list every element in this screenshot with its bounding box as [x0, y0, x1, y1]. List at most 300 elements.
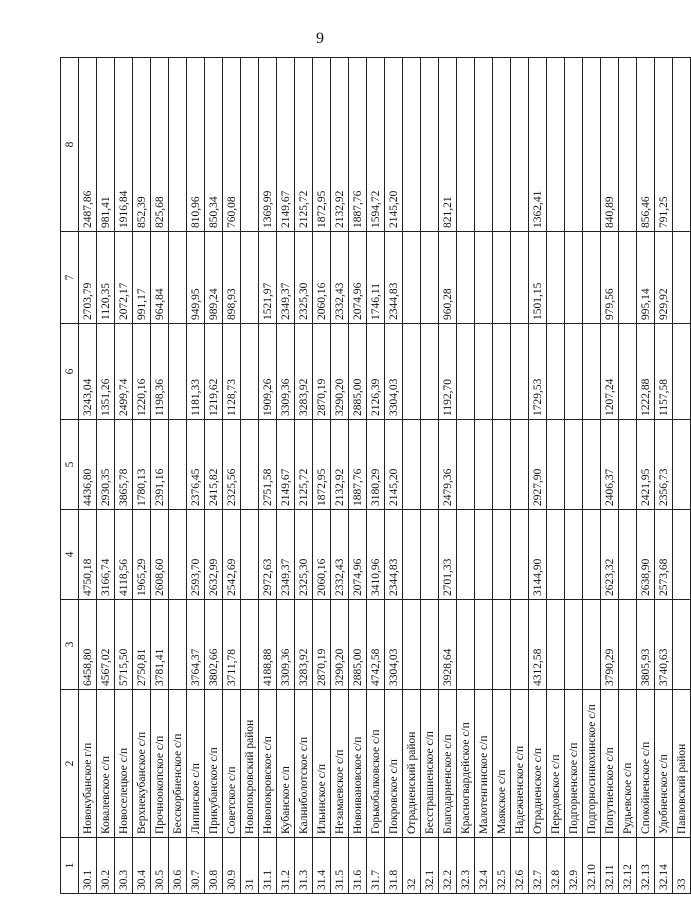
value-cell: 2074,96	[349, 510, 367, 600]
value-cell: 3309,36	[277, 324, 295, 420]
value-cell: 2344,83	[385, 232, 403, 324]
value-cell	[457, 232, 475, 324]
value-cell	[421, 420, 439, 510]
value-cell: 2421,95	[637, 420, 655, 510]
value-cell	[583, 58, 601, 232]
row-number-cell: 30.7	[187, 838, 205, 894]
settlement-name-cell: Удобненское с/п	[655, 690, 673, 838]
value-cell: 2149,67	[277, 58, 295, 232]
table-row	[601, 58, 619, 894]
value-cell: 1219,62	[205, 324, 223, 420]
value-cell	[457, 324, 475, 420]
row-number-cell: 31.7	[367, 838, 385, 894]
value-cell: 2125,72	[295, 58, 313, 232]
header-cell: 6	[61, 324, 79, 420]
value-cell	[619, 324, 637, 420]
table-row	[529, 58, 547, 894]
value-cell: 825,68	[151, 58, 169, 232]
value-cell	[169, 600, 187, 690]
value-cell	[241, 58, 259, 232]
value-cell: 979,56	[601, 232, 619, 324]
value-cell	[583, 232, 601, 324]
table-row	[547, 58, 565, 894]
value-cell	[493, 600, 511, 690]
row-number-cell: 31.4	[313, 838, 331, 894]
value-cell: 791,25	[655, 58, 673, 232]
value-cell	[673, 510, 691, 600]
value-cell: 3781,41	[151, 600, 169, 690]
value-cell: 3764,37	[187, 600, 205, 690]
settlement-name-cell: Красногвардейское с/п	[457, 690, 475, 838]
value-cell	[493, 324, 511, 420]
value-cell	[493, 510, 511, 600]
value-cell	[583, 324, 601, 420]
value-cell: 2074,96	[349, 232, 367, 324]
value-cell: 2623,32	[601, 510, 619, 600]
value-cell	[403, 58, 421, 232]
value-cell	[475, 232, 493, 324]
value-cell: 2701,33	[439, 510, 457, 600]
value-cell: 2638,90	[637, 510, 655, 600]
table-row	[421, 58, 439, 894]
value-cell: 1746,11	[367, 232, 385, 324]
value-cell: 760,08	[223, 58, 241, 232]
value-cell: 2632,99	[205, 510, 223, 600]
table-row	[439, 58, 457, 894]
value-cell: 2930,35	[97, 420, 115, 510]
value-cell: 1872,95	[313, 58, 331, 232]
settlement-name-cell: Прочноокопское с/п	[151, 690, 169, 838]
table-row	[673, 58, 691, 894]
header-cell: 2	[61, 690, 79, 838]
value-cell: 3865,78	[115, 420, 133, 510]
row-number-cell: 31.8	[385, 838, 403, 894]
value-cell	[565, 58, 583, 232]
row-number-cell: 30.2	[97, 838, 115, 894]
row-number-cell: 31.5	[331, 838, 349, 894]
settlement-name-cell: Ковалевское с/п	[97, 690, 115, 838]
value-cell: 2573,68	[655, 510, 673, 600]
value-cell: 2376,45	[187, 420, 205, 510]
value-cell: 5715,50	[115, 600, 133, 690]
value-cell	[565, 600, 583, 690]
row-number-cell: 32.2	[439, 838, 457, 894]
row-number-cell: 32.14	[655, 838, 673, 894]
value-cell	[169, 510, 187, 600]
value-cell: 4750,18	[79, 510, 97, 600]
value-cell: 1887,76	[349, 58, 367, 232]
settlement-name-cell: Павловский район	[673, 690, 691, 838]
value-cell	[511, 420, 529, 510]
value-cell	[475, 510, 493, 600]
value-cell	[457, 58, 475, 232]
value-cell: 2406,37	[601, 420, 619, 510]
table-row	[457, 58, 475, 894]
value-cell: 1887,76	[349, 420, 367, 510]
settlement-name-cell: Бесскорбненское с/п	[169, 690, 187, 838]
value-cell: 1916,84	[115, 58, 133, 232]
value-cell: 4436,80	[79, 420, 97, 510]
value-cell	[583, 600, 601, 690]
row-number-cell: 32.9	[565, 838, 583, 894]
value-cell	[493, 232, 511, 324]
table-row	[493, 58, 511, 894]
settlement-name-cell: Новопокровский район	[241, 690, 259, 838]
value-cell: 4188,88	[259, 600, 277, 690]
settlement-name-cell: Кубанское с/п	[277, 690, 295, 838]
row-number-cell: 32.4	[475, 838, 493, 894]
value-cell: 1192,70	[439, 324, 457, 420]
value-cell	[619, 600, 637, 690]
value-cell: 3928,64	[439, 600, 457, 690]
value-cell: 2332,43	[331, 232, 349, 324]
value-cell: 4118,56	[115, 510, 133, 600]
value-cell: 964,84	[151, 232, 169, 324]
page-number: 9	[316, 30, 324, 47]
table-row	[367, 58, 385, 894]
value-cell	[169, 324, 187, 420]
value-cell	[241, 510, 259, 600]
settlement-name-cell: Советское с/п	[223, 690, 241, 838]
value-cell: 898,93	[223, 232, 241, 324]
row-number-cell: 30.5	[151, 838, 169, 894]
table-row	[259, 58, 277, 894]
row-number-cell: 31.3	[295, 838, 313, 894]
table-row	[169, 58, 187, 894]
value-cell	[493, 420, 511, 510]
value-cell	[475, 58, 493, 232]
value-cell: 1220,16	[133, 324, 151, 420]
value-cell: 981,41	[97, 58, 115, 232]
value-cell: 2703,79	[79, 232, 97, 324]
value-cell: 3283,92	[295, 324, 313, 420]
settlement-name-cell: Новопокровское с/п	[259, 690, 277, 838]
row-number-cell: 32.7	[529, 838, 547, 894]
value-cell: 2349,37	[277, 510, 295, 600]
row-number-cell: 32.3	[457, 838, 475, 894]
value-cell: 3290,20	[331, 600, 349, 690]
value-cell	[619, 232, 637, 324]
value-cell	[403, 600, 421, 690]
row-number-cell: 32.13	[637, 838, 655, 894]
value-cell: 989,24	[205, 232, 223, 324]
row-number-cell: 31.2	[277, 838, 295, 894]
value-cell: 2972,63	[259, 510, 277, 600]
header-cell: 1	[61, 838, 79, 894]
value-cell	[547, 324, 565, 420]
value-cell	[241, 232, 259, 324]
row-number-cell: 30.8	[205, 838, 223, 894]
value-cell: 2126,39	[367, 324, 385, 420]
settlement-name-cell: Отрадненское с/п	[529, 690, 547, 838]
row-number-cell: 32.11	[601, 838, 619, 894]
table-row	[619, 58, 637, 894]
row-number-cell: 32	[403, 838, 421, 894]
row-number-cell: 30.6	[169, 838, 187, 894]
table-row	[565, 58, 583, 894]
value-cell: 1369,99	[259, 58, 277, 232]
value-cell: 2344,83	[385, 510, 403, 600]
value-cell	[403, 420, 421, 510]
table-row	[511, 58, 529, 894]
value-cell	[403, 324, 421, 420]
settlement-name-cell: Спокойненское с/п	[637, 690, 655, 838]
value-cell: 3740,63	[655, 600, 673, 690]
table-row	[475, 58, 493, 894]
value-cell: 3410,96	[367, 510, 385, 600]
value-cell	[403, 510, 421, 600]
value-cell: 3283,92	[295, 600, 313, 690]
value-cell: 2415,82	[205, 420, 223, 510]
value-cell: 1872,95	[313, 420, 331, 510]
table-row	[583, 58, 601, 894]
value-cell	[421, 58, 439, 232]
value-cell: 2145,20	[385, 58, 403, 232]
header-cell: 7	[61, 232, 79, 324]
value-cell	[673, 324, 691, 420]
value-cell: 2325,56	[223, 420, 241, 510]
value-cell: 2479,36	[439, 420, 457, 510]
table-row	[187, 58, 205, 894]
value-cell: 1362,41	[529, 58, 547, 232]
value-cell: 2132,92	[331, 58, 349, 232]
value-cell	[619, 510, 637, 600]
row-number-cell: 32.10	[583, 838, 601, 894]
value-cell: 2885,00	[349, 324, 367, 420]
value-cell	[475, 600, 493, 690]
value-cell	[511, 600, 529, 690]
settlement-name-cell: Рудьевское с/п	[619, 690, 637, 838]
value-cell	[673, 232, 691, 324]
value-cell: 2542,69	[223, 510, 241, 600]
row-number-cell: 30.3	[115, 838, 133, 894]
row-number-cell: 32.1	[421, 838, 439, 894]
row-number-cell: 31.1	[259, 838, 277, 894]
table-row	[97, 58, 115, 894]
value-cell	[547, 510, 565, 600]
value-cell	[421, 324, 439, 420]
table-row	[385, 58, 403, 894]
value-cell: 2072,17	[115, 232, 133, 324]
value-cell: 2349,37	[277, 232, 295, 324]
table-row	[223, 58, 241, 894]
table-row	[133, 58, 151, 894]
value-cell: 1351,26	[97, 324, 115, 420]
table-row	[79, 58, 97, 894]
value-cell: 4567,02	[97, 600, 115, 690]
value-cell: 929,92	[655, 232, 673, 324]
table-row	[331, 58, 349, 894]
value-cell: 6458,80	[79, 600, 97, 690]
value-cell: 3290,20	[331, 324, 349, 420]
data-table	[60, 57, 691, 894]
value-cell: 2927,90	[529, 420, 547, 510]
row-number-cell: 30.4	[133, 838, 151, 894]
value-cell: 4742,58	[367, 600, 385, 690]
value-cell: 2593,70	[187, 510, 205, 600]
value-cell: 2325,30	[295, 510, 313, 600]
value-cell	[421, 232, 439, 324]
value-cell: 2608,60	[151, 510, 169, 600]
settlement-name-cell: Передовское с/п	[547, 690, 565, 838]
value-cell	[583, 510, 601, 600]
value-cell	[511, 232, 529, 324]
value-cell: 3180,29	[367, 420, 385, 510]
value-cell	[619, 58, 637, 232]
value-cell	[547, 232, 565, 324]
value-cell	[565, 232, 583, 324]
row-number-cell: 31.6	[349, 838, 367, 894]
row-number-cell: 31	[241, 838, 259, 894]
table-row	[313, 58, 331, 894]
settlement-name-cell: Бесстрашненское с/п	[421, 690, 439, 838]
table-row	[403, 58, 421, 894]
value-cell: 2870,19	[313, 600, 331, 690]
table-row	[277, 58, 295, 894]
value-cell	[511, 510, 529, 600]
value-cell	[493, 58, 511, 232]
value-cell: 960,28	[439, 232, 457, 324]
value-cell	[511, 324, 529, 420]
value-cell: 821,21	[439, 58, 457, 232]
settlement-name-cell: Новокубанское г/п	[79, 690, 97, 838]
table-row	[205, 58, 223, 894]
value-cell: 3309,36	[277, 600, 295, 690]
value-cell: 4312,58	[529, 600, 547, 690]
value-cell: 840,89	[601, 58, 619, 232]
value-cell	[475, 420, 493, 510]
value-cell: 2751,58	[259, 420, 277, 510]
value-cell	[457, 510, 475, 600]
value-cell: 2870,19	[313, 324, 331, 420]
value-cell: 3166,74	[97, 510, 115, 600]
value-cell: 1909,26	[259, 324, 277, 420]
value-cell	[169, 420, 187, 510]
settlement-name-cell: Малотенгинское с/п	[475, 690, 493, 838]
value-cell	[403, 232, 421, 324]
value-cell: 850,34	[205, 58, 223, 232]
settlement-name-cell: Липинское с/п	[187, 690, 205, 838]
value-cell: 1222,88	[637, 324, 655, 420]
row-number-cell: 32.6	[511, 838, 529, 894]
settlement-name-cell: Калниболотское с/п	[295, 690, 313, 838]
value-cell: 2149,67	[277, 420, 295, 510]
value-cell: 1521,97	[259, 232, 277, 324]
value-cell: 2499,74	[115, 324, 133, 420]
value-cell: 1198,36	[151, 324, 169, 420]
value-cell: 1501,15	[529, 232, 547, 324]
value-cell	[421, 600, 439, 690]
value-cell: 2145,20	[385, 420, 403, 510]
value-cell: 1729,53	[529, 324, 547, 420]
value-cell	[547, 600, 565, 690]
value-cell: 1120,35	[97, 232, 115, 324]
rotated-table-container	[60, 58, 688, 894]
table-row	[295, 58, 313, 894]
value-cell: 2132,92	[331, 420, 349, 510]
value-cell: 2391,16	[151, 420, 169, 510]
table-row	[115, 58, 133, 894]
settlement-name-cell: Покровское с/п	[385, 690, 403, 838]
header-cell: 3	[61, 600, 79, 690]
value-cell	[241, 324, 259, 420]
header-cell: 5	[61, 420, 79, 510]
value-cell: 2885,00	[349, 600, 367, 690]
settlement-name-cell: Верхнекубанское с/п	[133, 690, 151, 838]
settlement-name-cell: Благодарненское с/п	[439, 690, 457, 838]
value-cell	[673, 600, 691, 690]
value-cell: 3802,66	[205, 600, 223, 690]
value-cell	[565, 420, 583, 510]
value-cell: 2125,72	[295, 420, 313, 510]
row-number-cell: 32.5	[493, 838, 511, 894]
value-cell: 3790,29	[601, 600, 619, 690]
table-header-row	[61, 58, 79, 894]
value-cell	[547, 58, 565, 232]
settlement-name-cell: Незамаевское с/п	[331, 690, 349, 838]
settlement-name-cell: Надежненское с/п	[511, 690, 529, 838]
value-cell: 1780,13	[133, 420, 151, 510]
value-cell: 3304,03	[385, 600, 403, 690]
row-number-cell: 30.1	[79, 838, 97, 894]
value-cell	[565, 324, 583, 420]
value-cell	[169, 58, 187, 232]
value-cell	[565, 510, 583, 600]
header-cell: 8	[61, 58, 79, 232]
row-number-cell: 32.8	[547, 838, 565, 894]
value-cell	[511, 58, 529, 232]
value-cell: 3805,93	[637, 600, 655, 690]
value-cell	[421, 510, 439, 600]
value-cell	[169, 232, 187, 324]
table-row	[151, 58, 169, 894]
value-cell: 2356,73	[655, 420, 673, 510]
value-cell: 991,17	[133, 232, 151, 324]
value-cell	[475, 324, 493, 420]
settlement-name-cell: Маякское с/п	[493, 690, 511, 838]
table-row	[349, 58, 367, 894]
value-cell: 995,14	[637, 232, 655, 324]
value-cell: 856,46	[637, 58, 655, 232]
value-cell: 2332,43	[331, 510, 349, 600]
row-number-cell: 33	[673, 838, 691, 894]
settlement-name-cell: Отрадненский район	[403, 690, 421, 838]
value-cell: 1207,24	[601, 324, 619, 420]
settlement-name-cell: Новоивановское с/п	[349, 690, 367, 838]
value-cell: 949,95	[187, 232, 205, 324]
value-cell	[241, 600, 259, 690]
value-cell: 3711,78	[223, 600, 241, 690]
table-row	[241, 58, 259, 894]
value-cell: 1965,29	[133, 510, 151, 600]
value-cell	[619, 420, 637, 510]
value-cell: 810,96	[187, 58, 205, 232]
value-cell: 1128,73	[223, 324, 241, 420]
value-cell	[547, 420, 565, 510]
table-row	[637, 58, 655, 894]
value-cell: 1594,72	[367, 58, 385, 232]
settlement-name-cell: Ильинское с/п	[313, 690, 331, 838]
row-number-cell: 30.9	[223, 838, 241, 894]
value-cell: 852,39	[133, 58, 151, 232]
value-cell: 1181,33	[187, 324, 205, 420]
header-cell: 4	[61, 510, 79, 600]
value-cell	[673, 58, 691, 232]
value-cell: 2487,86	[79, 58, 97, 232]
settlement-name-cell: Подгорненское с/п	[565, 690, 583, 838]
value-cell	[457, 420, 475, 510]
value-cell	[241, 420, 259, 510]
